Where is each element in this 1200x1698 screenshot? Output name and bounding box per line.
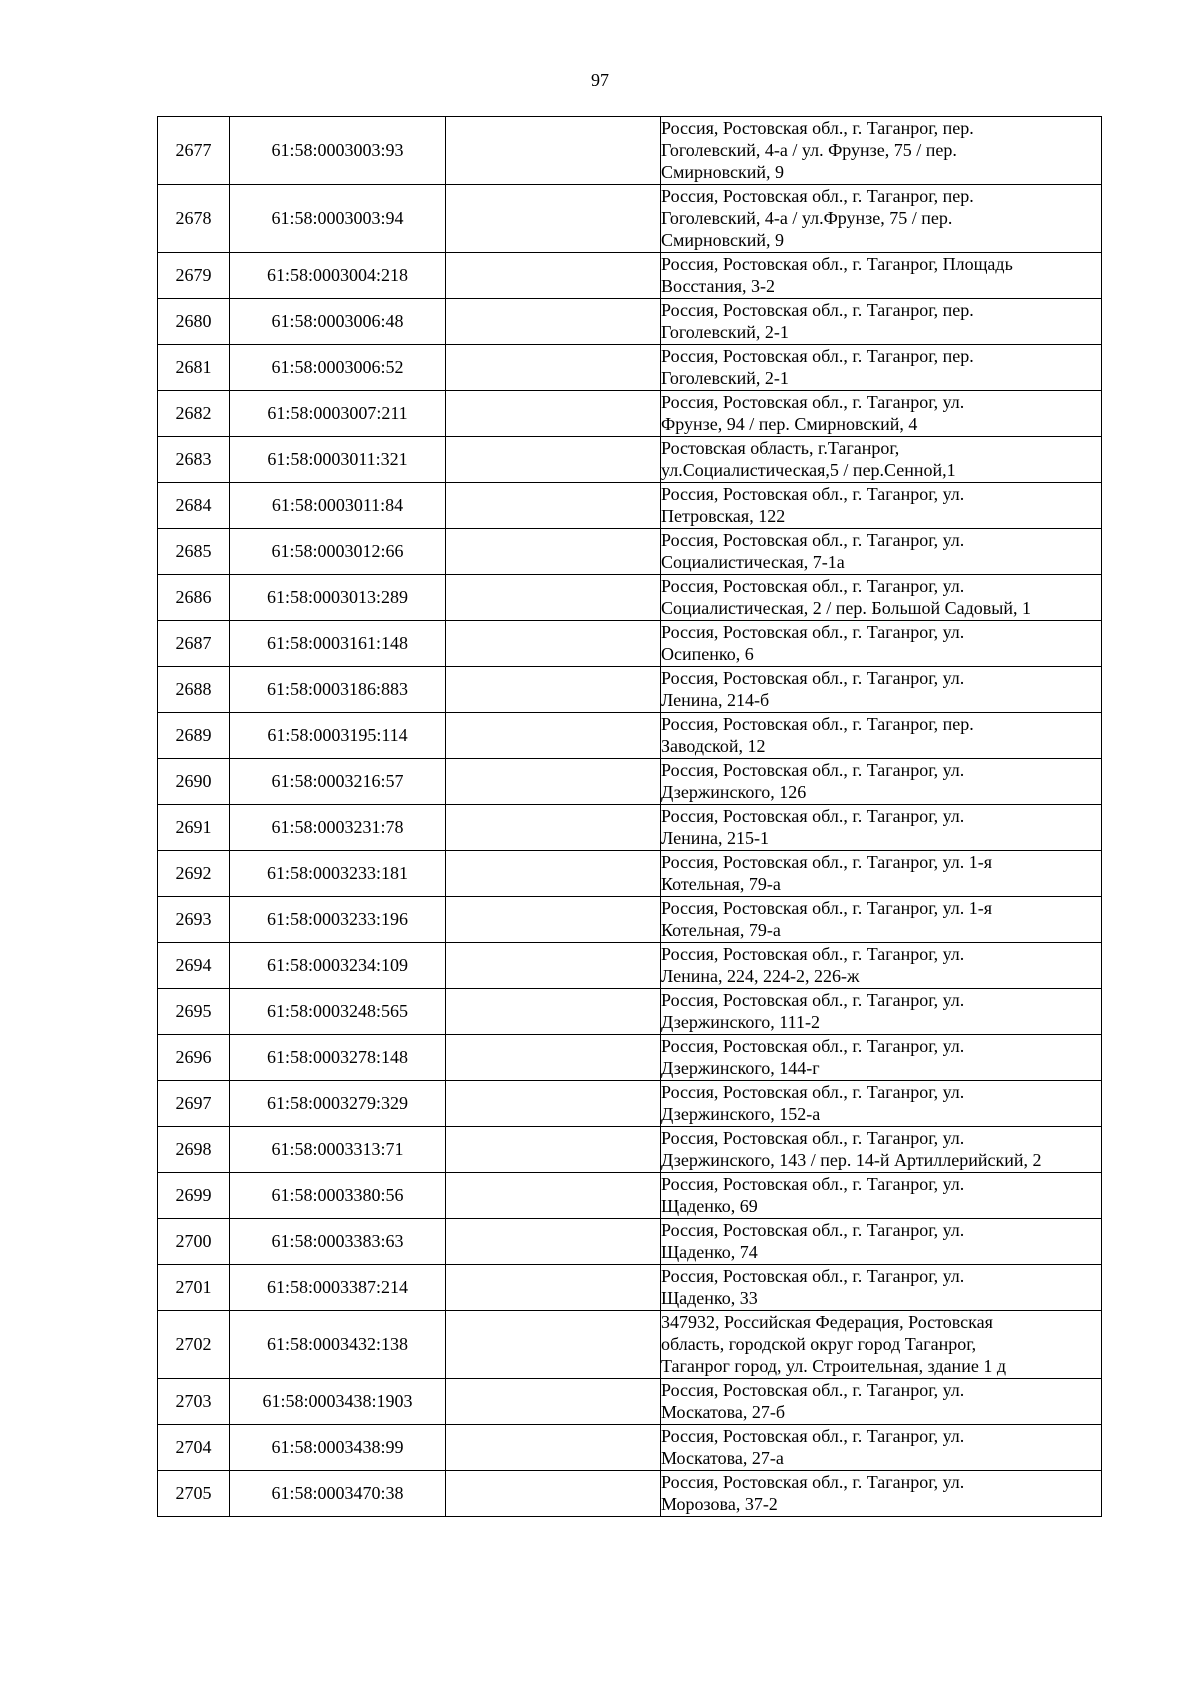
row-number-cell: 2682 <box>158 391 230 437</box>
cadastral-number-cell: 61:58:0003004:218 <box>230 253 446 299</box>
address-line: Россия, Ростовская обл., г. Таганрог, ул. <box>661 990 965 1010</box>
row-number-cell: 2681 <box>158 345 230 391</box>
address-cell <box>661 185 1102 253</box>
row-number-cell: 2694 <box>158 943 230 989</box>
cadastral-number-cell: 61:58:0003007:211 <box>230 391 446 437</box>
address-line: Гоголевский, 4-а / ул.Фрунзе, 75 / пер. <box>661 208 953 228</box>
address-line: ул.Социалистическая,5 / пер.Сенной,1 <box>661 460 956 480</box>
address-line: Россия, Ростовская обл., г. Таганрог, ул. <box>661 1128 965 1148</box>
address-line: Щаденко, 74 <box>661 1242 758 1262</box>
address-cell <box>661 117 1102 185</box>
cadastral-number-cell: 61:58:0003161:148 <box>230 621 446 667</box>
row-number-cell: 2703 <box>158 1379 230 1425</box>
table-row <box>158 1035 1102 1081</box>
empty-cell <box>446 253 661 299</box>
table-row <box>158 1265 1102 1311</box>
table-row <box>158 897 1102 943</box>
address-line: Россия, Ростовская обл., г. Таганрог, Площадь <box>661 254 1013 274</box>
row-number-cell: 2686 <box>158 575 230 621</box>
address-line: Россия, Ростовская обл., г. Таганрог, ул. <box>661 668 965 688</box>
empty-cell <box>446 529 661 575</box>
address-cell <box>661 253 1102 299</box>
cadastral-number-cell: 61:58:0003313:71 <box>230 1127 446 1173</box>
empty-cell <box>446 713 661 759</box>
row-number-cell: 2692 <box>158 851 230 897</box>
address-line: Россия, Ростовская обл., г. Таганрог, пер. <box>661 300 974 320</box>
address-line: Социалистическая, 7-1а <box>661 552 845 572</box>
address-line: Морозова, 37-2 <box>661 1494 778 1514</box>
empty-cell <box>446 437 661 483</box>
table-row <box>158 299 1102 345</box>
table-row <box>158 1311 1102 1379</box>
empty-cell <box>446 759 661 805</box>
address-line: Россия, Ростовская обл., г. Таганрог, ул. <box>661 1036 965 1056</box>
address-cell <box>661 1379 1102 1425</box>
address-line: Россия, Ростовская обл., г. Таганрог, ул. <box>661 576 965 596</box>
address-line: Москатова, 27-б <box>661 1402 786 1422</box>
address-line: Россия, Ростовская обл., г. Таганрог, ул. <box>661 1472 965 1492</box>
empty-cell <box>446 345 661 391</box>
row-number-cell: 2680 <box>158 299 230 345</box>
address-line: область, городской округ город Таганрог, <box>661 1334 977 1354</box>
address-line: Таганрог город, ул. Строительная, здание 1 д <box>661 1356 1006 1376</box>
empty-cell <box>446 1311 661 1379</box>
table-row <box>158 483 1102 529</box>
table-row <box>158 1127 1102 1173</box>
address-line: Социалистическая, 2 / пер. Большой Садовый, 1 <box>661 598 1032 618</box>
table-row <box>158 575 1102 621</box>
row-number-cell: 2705 <box>158 1471 230 1517</box>
page-number: 97 <box>591 70 609 90</box>
row-number-cell: 2683 <box>158 437 230 483</box>
address-line: Россия, Ростовская обл., г. Таганрог, ул. <box>661 392 965 412</box>
table-row <box>158 185 1102 253</box>
registry-table <box>157 116 1102 1517</box>
cadastral-number-cell: 61:58:0003233:181 <box>230 851 446 897</box>
address-line: Россия, Ростовская обл., г. Таганрог, ул. <box>661 622 965 642</box>
row-number-cell: 2685 <box>158 529 230 575</box>
table-row <box>158 391 1102 437</box>
address-line: Дзержинского, 111-2 <box>661 1012 820 1032</box>
empty-cell <box>446 1265 661 1311</box>
address-line: Москатова, 27-а <box>661 1448 784 1468</box>
address-line: Заводской, 12 <box>661 736 766 756</box>
address-line: Ленина, 224, 224-2, 226-ж <box>661 966 860 986</box>
row-number-cell: 2695 <box>158 989 230 1035</box>
address-line: Россия, Ростовская обл., г. Таганрог, ул. <box>661 1082 965 1102</box>
address-cell <box>661 897 1102 943</box>
row-number-cell: 2688 <box>158 667 230 713</box>
empty-cell <box>446 391 661 437</box>
cadastral-number-cell: 61:58:0003011:321 <box>230 437 446 483</box>
cadastral-number-cell: 61:58:0003231:78 <box>230 805 446 851</box>
cadastral-number-cell: 61:58:0003013:289 <box>230 575 446 621</box>
cadastral-number-cell: 61:58:0003195:114 <box>230 713 446 759</box>
empty-cell <box>446 117 661 185</box>
cadastral-number-cell: 61:58:0003003:93 <box>230 117 446 185</box>
empty-cell <box>446 805 661 851</box>
address-line: Россия, Ростовская обл., г. Таганрог, ул. <box>661 760 965 780</box>
address-line: Ростовская область, г.Таганрог, <box>661 438 900 458</box>
address-line: Россия, Ростовская обл., г. Таганрог, пер. <box>661 346 974 366</box>
cadastral-number-cell: 61:58:0003248:565 <box>230 989 446 1035</box>
empty-cell <box>446 575 661 621</box>
table-row <box>158 253 1102 299</box>
address-cell <box>661 483 1102 529</box>
address-line: Дзержинского, 144-г <box>661 1058 820 1078</box>
cadastral-number-cell: 61:58:0003279:329 <box>230 1081 446 1127</box>
address-cell <box>661 759 1102 805</box>
address-line: Осипенко, 6 <box>661 644 754 664</box>
empty-cell <box>446 1127 661 1173</box>
address-line: Дзержинского, 143 / пер. 14-й Артиллерийский, 2 <box>661 1150 1042 1170</box>
row-number-cell: 2690 <box>158 759 230 805</box>
empty-cell <box>446 989 661 1035</box>
cadastral-number-cell: 61:58:0003003:94 <box>230 185 446 253</box>
row-number-cell: 2696 <box>158 1035 230 1081</box>
row-number-cell: 2689 <box>158 713 230 759</box>
table-row <box>158 1219 1102 1265</box>
empty-cell <box>446 1471 661 1517</box>
address-cell <box>661 1471 1102 1517</box>
cadastral-number-cell: 61:58:0003387:214 <box>230 1265 446 1311</box>
address-line: Котельная, 79-а <box>661 874 781 894</box>
address-cell <box>661 1081 1102 1127</box>
address-line: Фрунзе, 94 / пер. Смирновский, 4 <box>661 414 918 434</box>
address-line: Смирновский, 9 <box>661 230 785 250</box>
empty-cell <box>446 621 661 667</box>
table-row <box>158 437 1102 483</box>
row-number-cell: 2700 <box>158 1219 230 1265</box>
address-line: Россия, Ростовская обл., г. Таганрог, ул. <box>661 1380 965 1400</box>
address-cell <box>661 1265 1102 1311</box>
address-cell <box>661 989 1102 1035</box>
row-number-cell: 2702 <box>158 1311 230 1379</box>
cadastral-number-cell: 61:58:0003006:52 <box>230 345 446 391</box>
address-line: Россия, Ростовская обл., г. Таганрог, пер. <box>661 714 974 734</box>
table-row <box>158 759 1102 805</box>
address-line: Дзержинского, 126 <box>661 782 807 802</box>
table-row <box>158 713 1102 759</box>
address-line: Россия, Ростовская обл., г. Таганрог, ул. <box>661 484 965 504</box>
address-cell <box>661 437 1102 483</box>
address-cell <box>661 299 1102 345</box>
address-cell <box>661 1219 1102 1265</box>
address-line: Смирновский, 9 <box>661 162 785 182</box>
address-line: Россия, Ростовская обл., г. Таганрог, ул. 1-я <box>661 898 993 918</box>
address-cell <box>661 1425 1102 1471</box>
table-row <box>158 667 1102 713</box>
empty-cell <box>446 897 661 943</box>
table-row <box>158 1173 1102 1219</box>
empty-cell <box>446 299 661 345</box>
cadastral-number-cell: 61:58:0003233:196 <box>230 897 446 943</box>
empty-cell <box>446 1173 661 1219</box>
registry-table-body <box>158 117 1102 1517</box>
cadastral-number-cell: 61:58:0003380:56 <box>230 1173 446 1219</box>
address-line: Россия, Ростовская обл., г. Таганрог, ул. <box>661 1426 965 1446</box>
cadastral-number-cell: 61:58:0003278:148 <box>230 1035 446 1081</box>
cadastral-number-cell: 61:58:0003186:883 <box>230 667 446 713</box>
empty-cell <box>446 667 661 713</box>
table-row <box>158 1425 1102 1471</box>
row-number-cell: 2698 <box>158 1127 230 1173</box>
address-cell <box>661 621 1102 667</box>
cadastral-number-cell: 61:58:0003012:66 <box>230 529 446 575</box>
empty-cell <box>446 943 661 989</box>
address-line: Гоголевский, 4-а / ул. Фрунзе, 75 / пер. <box>661 140 957 160</box>
table-row <box>158 345 1102 391</box>
address-line: Восстания, 3-2 <box>661 276 776 296</box>
address-line: Россия, Ростовская обл., г. Таганрог, пер. <box>661 186 974 206</box>
row-number-cell: 2699 <box>158 1173 230 1219</box>
empty-cell <box>446 1035 661 1081</box>
table-row <box>158 1471 1102 1517</box>
row-number-cell: 2701 <box>158 1265 230 1311</box>
address-cell <box>661 713 1102 759</box>
table-row <box>158 989 1102 1035</box>
address-cell <box>661 1311 1102 1379</box>
row-number-cell: 2691 <box>158 805 230 851</box>
row-number-cell: 2704 <box>158 1425 230 1471</box>
empty-cell <box>446 185 661 253</box>
address-line: Дзержинского, 152-а <box>661 1104 821 1124</box>
cadastral-number-cell: 61:58:0003470:38 <box>230 1471 446 1517</box>
empty-cell <box>446 1425 661 1471</box>
cadastral-number-cell: 61:58:0003216:57 <box>230 759 446 805</box>
address-cell <box>661 345 1102 391</box>
row-number-cell: 2677 <box>158 117 230 185</box>
table-row <box>158 529 1102 575</box>
address-line: Щаденко, 33 <box>661 1288 758 1308</box>
empty-cell <box>446 483 661 529</box>
address-cell <box>661 667 1102 713</box>
address-line: Россия, Ростовская обл., г. Таганрог, ул. <box>661 1220 965 1240</box>
address-line: Россия, Ростовская обл., г. Таганрог, ул. <box>661 944 965 964</box>
table-row <box>158 117 1102 185</box>
address-cell <box>661 529 1102 575</box>
address-line: Россия, Ростовская обл., г. Таганрог, ул. 1-я <box>661 852 993 872</box>
address-line: Россия, Ростовская обл., г. Таганрог, пер. <box>661 118 974 138</box>
address-line: 347932, Российская Федерация, Ростовская <box>661 1312 993 1332</box>
row-number-cell: 2697 <box>158 1081 230 1127</box>
address-line: Гоголевский, 2-1 <box>661 368 789 388</box>
table-row <box>158 621 1102 667</box>
address-cell <box>661 851 1102 897</box>
address-cell <box>661 1035 1102 1081</box>
address-cell <box>661 943 1102 989</box>
cadastral-number-cell: 61:58:0003011:84 <box>230 483 446 529</box>
empty-cell <box>446 1219 661 1265</box>
address-line: Петровская, 122 <box>661 506 786 526</box>
cadastral-number-cell: 61:58:0003234:109 <box>230 943 446 989</box>
address-line: Россия, Ростовская обл., г. Таганрог, ул. <box>661 1174 965 1194</box>
row-number-cell: 2679 <box>158 253 230 299</box>
address-line: Щаденко, 69 <box>661 1196 758 1216</box>
cadastral-number-cell: 61:58:0003006:48 <box>230 299 446 345</box>
empty-cell <box>446 1379 661 1425</box>
cadastral-number-cell: 61:58:0003438:99 <box>230 1425 446 1471</box>
cadastral-number-cell: 61:58:0003383:63 <box>230 1219 446 1265</box>
table-row <box>158 1379 1102 1425</box>
row-number-cell: 2684 <box>158 483 230 529</box>
address-cell <box>661 575 1102 621</box>
cadastral-number-cell: 61:58:0003438:1903 <box>230 1379 446 1425</box>
table-row <box>158 1081 1102 1127</box>
address-cell <box>661 1127 1102 1173</box>
address-line: Россия, Ростовская обл., г. Таганрог, ул. <box>661 1266 965 1286</box>
row-number-cell: 2678 <box>158 185 230 253</box>
address-cell <box>661 1173 1102 1219</box>
address-line: Гоголевский, 2-1 <box>661 322 789 342</box>
row-number-cell: 2693 <box>158 897 230 943</box>
address-line: Котельная, 79-а <box>661 920 781 940</box>
table-row <box>158 943 1102 989</box>
address-line: Ленина, 215-1 <box>661 828 769 848</box>
address-line: Россия, Ростовская обл., г. Таганрог, ул. <box>661 530 965 550</box>
row-number-cell: 2687 <box>158 621 230 667</box>
empty-cell <box>446 851 661 897</box>
cadastral-number-cell: 61:58:0003432:138 <box>230 1311 446 1379</box>
table-row <box>158 851 1102 897</box>
table-row <box>158 805 1102 851</box>
address-line: Россия, Ростовская обл., г. Таганрог, ул. <box>661 806 965 826</box>
address-line: Ленина, 214-б <box>661 690 770 710</box>
empty-cell <box>446 1081 661 1127</box>
address-cell <box>661 805 1102 851</box>
address-cell <box>661 391 1102 437</box>
